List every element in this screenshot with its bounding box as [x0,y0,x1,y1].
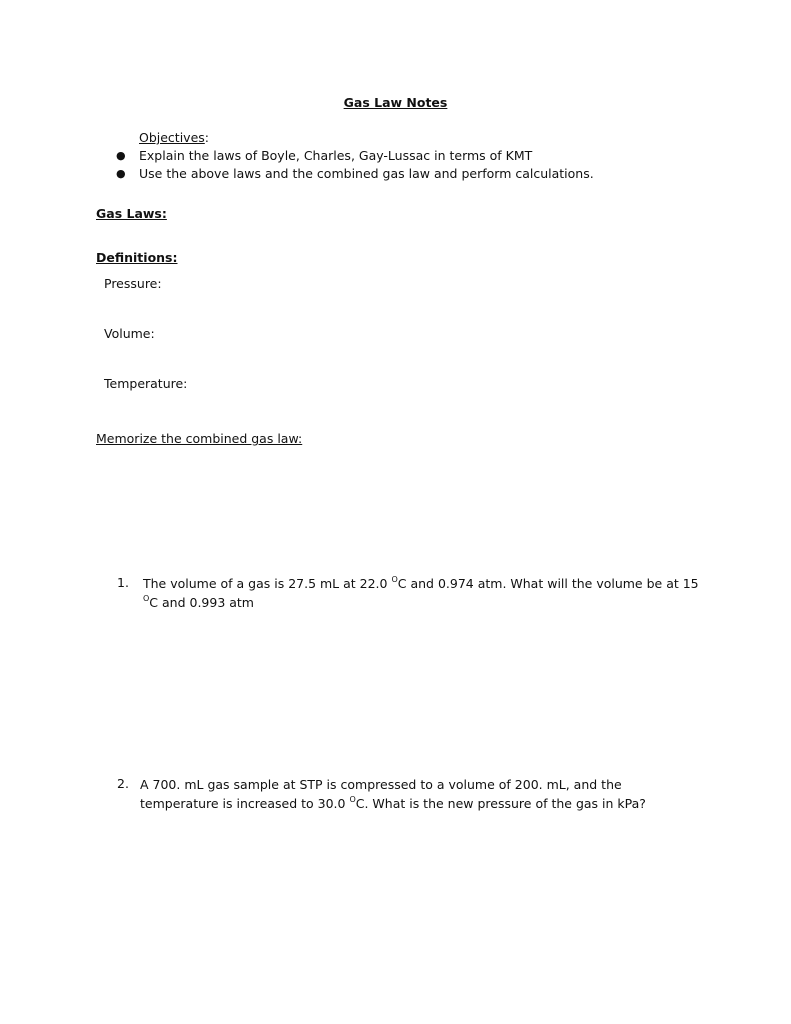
bullet-icon: ● [116,149,126,162]
bullet-icon: ● [116,167,126,180]
objectives-label-text: Objectives [139,130,205,145]
question-text-part: C. What is the new pressure of the gas in kPa? [355,796,646,811]
objective-item: Explain the laws of Boyle, Charles, Gay-Lussac in terms of KMT [139,148,533,163]
degree-sup: O [349,795,356,804]
degree-sup: O [143,594,150,603]
question-text-part: A 700. mL gas sample at STP is compressed to a volume of 200. mL, and the temperature is increased to 30.0 [140,777,622,811]
objectives-label [139,130,209,145]
degree-sup: O [391,575,398,584]
definitions-heading: Definitions: [96,250,178,265]
objectives-colon: : [204,130,210,145]
objective-item: Use the above laws and the combined gas law and perform calculations. [139,166,594,181]
page-title: Gas Law Notes [343,95,448,110]
question-text-part: C and 0.993 atm [149,595,254,610]
question-text-part: The volume of a gas is 27.5 mL at 22.0 [143,576,392,591]
definition-temperature: Temperature: [104,376,188,391]
gas-laws-heading: Gas Laws: [96,206,167,221]
question-number: 2. [117,776,129,791]
question-text-part: C and 0.974 atm. What will the volume be at 15 [397,576,699,591]
definition-pressure: Pressure: [104,276,162,291]
question-number: 1. [117,575,129,590]
memorize-heading: Memorize the combined gas law: [96,431,303,446]
question-text [143,574,703,612]
question-text [140,775,700,813]
definition-volume: Volume: [104,326,155,341]
